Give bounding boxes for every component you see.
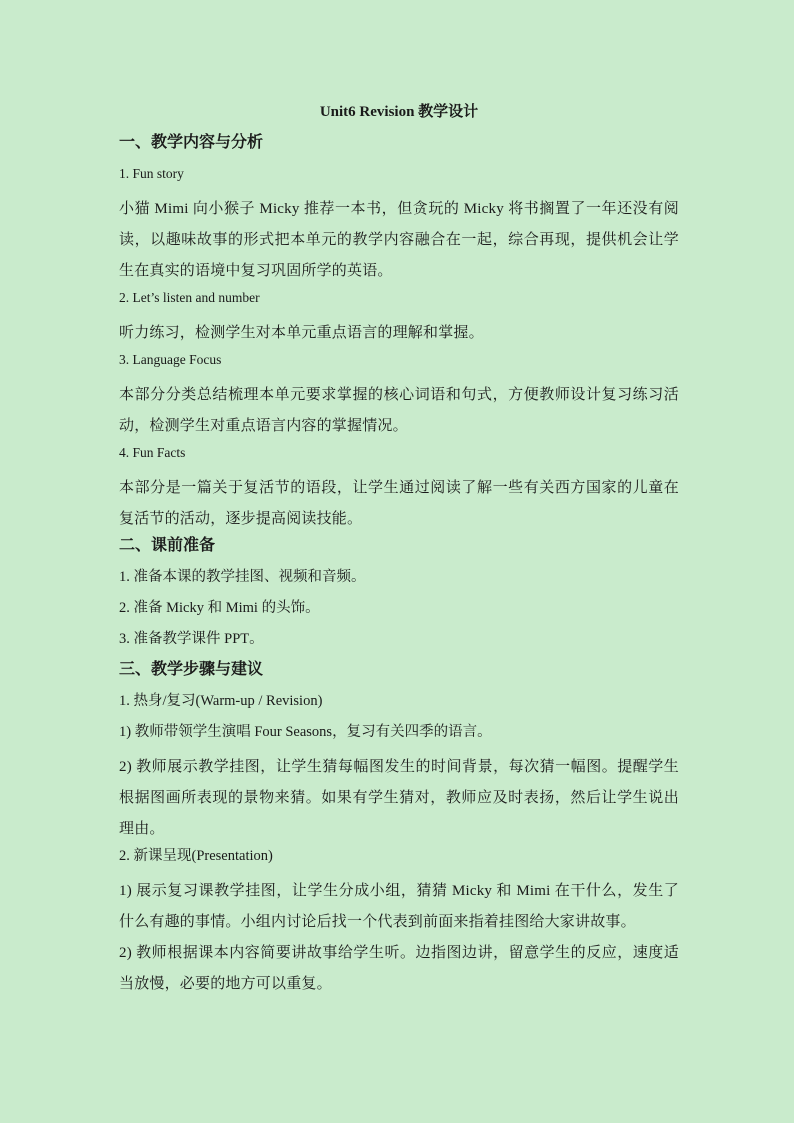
item-text-language-focus: 本部分分类总结梳理本单元要求掌握的核心词语和句式，方便教师设计复习练习活动，检测学生对重点语言内容的掌握情况。 (119, 387, 679, 434)
section-heading-preparation: 二、课前准备 (119, 537, 216, 554)
step-item: 1) 展示复习课教学挂图，让学生分成小组，猜猜 Micky 和 Mimi 在干什么，发生了什么有趣的事情。小组内讨论后找一个代表到前面来指着挂图给大家讲故事。 (119, 883, 679, 930)
prep-item: 2. 准备 Micky 和 Mimi 的头饰。 (119, 600, 320, 616)
item-text-listen-number: 听力练习，检测学生对本单元重点语言的理解和掌握。 (119, 325, 484, 341)
item-text-fun-story: 小猫 Mimi 向小猴子 Micky 推荐一本书，但贪玩的 Micky 将书搁置了一年还没有阅读，以趣味故事的形式把本单元的教学内容融合在一起，综合再现，提供机会让学生在真实的语境中复习巩固所学的英语。 (119, 201, 679, 279)
step-label-warmup: 1. 热身/复习(Warm-up / Revision) (119, 693, 323, 709)
step-label-presentation: 2. 新课呈现(Presentation) (119, 848, 273, 864)
item-label-language-focus: 3. Language Focus (119, 352, 222, 367)
section-heading-content-analysis: 一、教学内容与分析 (119, 134, 264, 151)
step-item: 2) 教师根据课本内容简要讲故事给学生听。边指图边讲，留意学生的反应，速度适当放慢，必要的地方可以重复。 (119, 945, 679, 992)
section-heading-steps: 三、教学步骤与建议 (119, 661, 264, 678)
item-label-listen-number: 2. Let’s listen and number (119, 290, 260, 305)
item-label-fun-facts: 4. Fun Facts (119, 445, 186, 460)
item-label-fun-story: 1. Fun story (119, 166, 184, 181)
step-item: 2) 教师展示教学挂图，让学生猜每幅图发生的时间背景，每次猜一幅图。提醒学生根据图画所表现的景物来猜。如果有学生猜对，教师应及时表扬，然后让学生说出理由。 (119, 759, 679, 837)
prep-item: 1. 准备本课的教学挂图、视频和音频。 (119, 569, 366, 585)
item-text-fun-facts: 本部分是一篇关于复活节的语段，让学生通过阅读了解一些有关西方国家的儿童在复活节的活动，逐步提高阅读技能。 (119, 480, 679, 527)
document-body (119, 101, 679, 1000)
document-title: Unit6 Revision 教学设计 (319, 104, 479, 120)
prep-item: 3. 准备教学课件 PPT。 (119, 631, 264, 647)
step-item: 1) 教师带领学生演唱 Four Seasons，复习有关四季的语言。 (119, 724, 492, 740)
